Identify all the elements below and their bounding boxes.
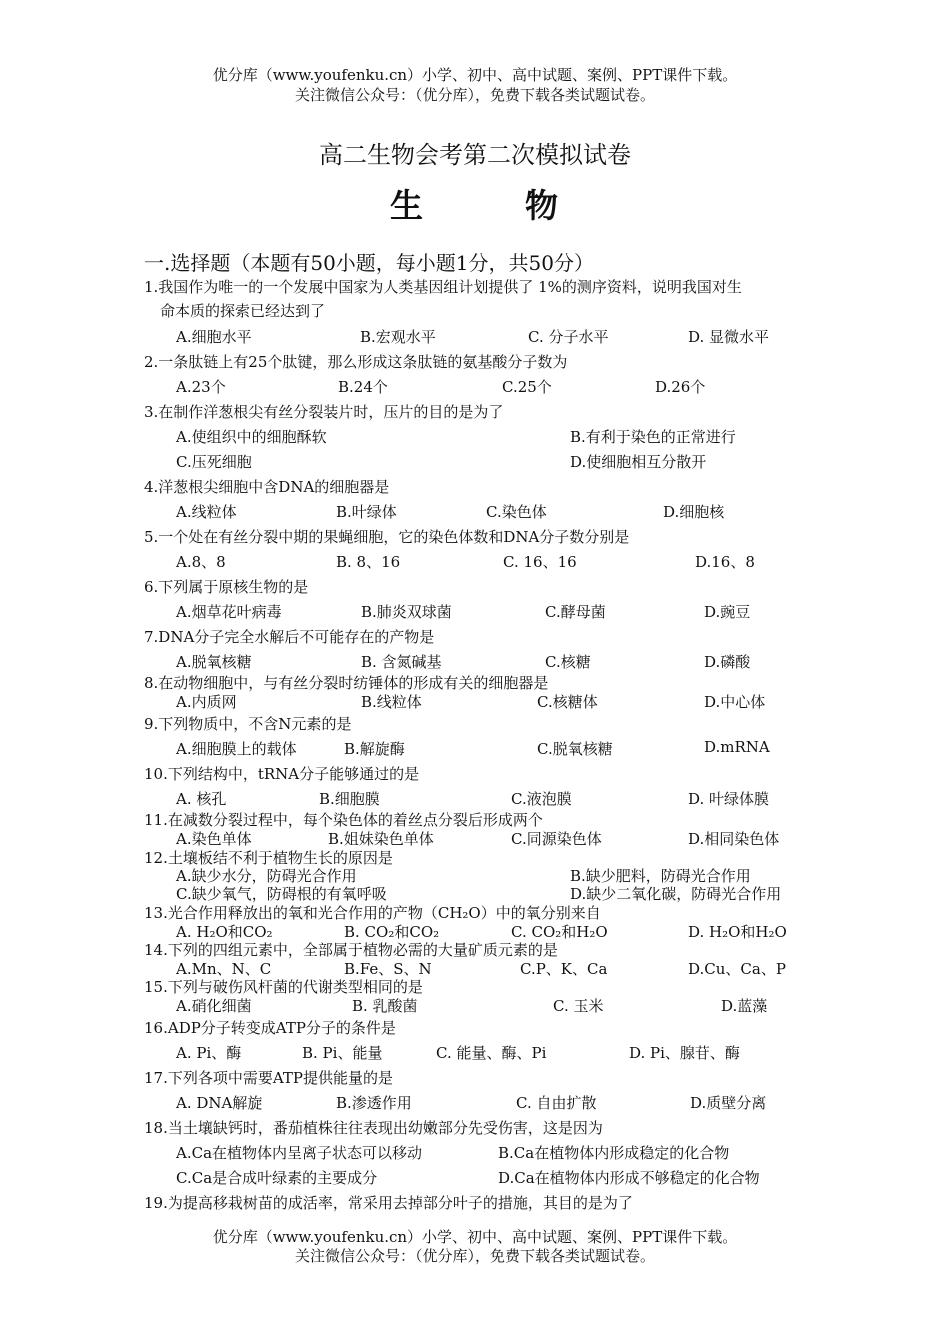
q11-option-d: D.相同染色体 [688, 830, 780, 848]
q9-option-d: D.mRNA [704, 738, 770, 756]
q11-option-a: A.染色单体 [176, 830, 252, 848]
q9-option-c: C.脱氧核糖 [537, 740, 613, 758]
q14-option-c: C.P、K、Ca [520, 960, 608, 978]
q1-option-d: D. 显微水平 [688, 328, 770, 346]
question-13: 13.光合作用释放出的氧和光合作用的产物（CH₂O）中的氧分别来自 [144, 904, 601, 922]
q5-option-c: C. 16、16 [503, 553, 577, 571]
question-12: 12.土壤板结不利于植物生长的原因是 [144, 849, 393, 867]
q8-option-a: A.内质网 [176, 693, 237, 711]
q17-option-b: B.渗透作用 [336, 1094, 412, 1112]
q10-option-c: C.液泡膜 [511, 790, 572, 808]
q7-option-c: C.核糖 [545, 653, 591, 671]
q15-option-a: A.硝化细菌 [176, 997, 252, 1015]
q13-option-a: A. H₂O和CO₂ [176, 923, 273, 941]
question-19: 19.为提高移栽树苗的成活率，常采用去掉部分叶子的措施，其目的是为了 [144, 1194, 633, 1212]
q12-option-d: D.缺少二氧化碳，防碍光合作用 [570, 885, 782, 903]
q2-option-d: D.26个 [655, 378, 706, 396]
section-title: 一.选择题（本题有50小题，每小题1分，共50分） [144, 251, 594, 275]
q11-option-c: C.同源染色体 [511, 830, 602, 848]
question-8: 8.在动物细胞中，与有丝分裂时纺锤体的形成有关的细胞器是 [144, 674, 549, 692]
q7-option-b: B. 含氮碱基 [361, 653, 442, 671]
q2-option-c: C.25个 [502, 378, 552, 396]
q6-option-c: C.酵母菌 [545, 603, 606, 621]
q16-option-a: A. Pi、酶 [176, 1044, 242, 1062]
exam-title: 高二生物会考第二次模拟试卷 [319, 141, 631, 169]
q8-option-c: C.核糖体 [537, 693, 598, 711]
question-10: 10.下列结构中，tRNA分子能够通过的是 [144, 765, 420, 783]
question-6: 6.下列属于原核生物的是 [144, 578, 309, 596]
q8-option-b: B.线粒体 [361, 693, 422, 711]
q14-option-d: D.Cu、Ca、P [688, 960, 786, 978]
q1-option-b: B.宏观水平 [360, 328, 436, 346]
question-1-cont: 命本质的探索已经达到了 [160, 302, 326, 320]
question-15: 15.下列与破伤风杆菌的代谢类型相同的是 [144, 978, 423, 996]
q2-option-b: B.24个 [338, 378, 388, 396]
q5-option-d: D.16、8 [695, 553, 755, 571]
question-1: 1.我国作为唯一的一个发展中国家为人类基因组计划提供了 1%的测序资料，说明我国对生 [144, 278, 742, 296]
q11-option-b: B.姐妹染色单体 [328, 830, 434, 848]
q4-option-b: B.叶绿体 [336, 503, 397, 521]
q12-option-a: A.缺少水分，防碍光合作用 [176, 867, 357, 885]
q2-option-a: A.23个 [176, 378, 226, 396]
question-18: 18.当土壤缺钙时，番茄植株往往表现出幼嫩部分先受伤害，这是因为 [144, 1119, 603, 1137]
q14-option-b: B.Fe、S、N [344, 960, 432, 978]
q4-option-a: A.线粒体 [176, 503, 237, 521]
q16-option-d: D. Pi、腺苷、酶 [629, 1044, 740, 1062]
q6-option-b: B.肺炎双球菌 [361, 603, 452, 621]
header-line-2: 关注微信公众号：（优分库），免费下载各类试题试卷。 [294, 86, 655, 104]
footer-line-2: 关注微信公众号：（优分库），免费下载各类试题试卷。 [294, 1247, 655, 1265]
q18-option-c: C.Ca是合成叶绿素的主要成分 [176, 1169, 378, 1187]
q17-option-c: C. 自由扩散 [516, 1094, 597, 1112]
q3-option-d: D.使细胞相互分散开 [570, 453, 707, 471]
q3-option-c: C.压死细胞 [176, 453, 252, 471]
q8-option-d: D.中心体 [704, 693, 766, 711]
q13-option-d: D. H₂O和H₂O [688, 923, 787, 941]
q9-option-a: A.细胞膜上的载体 [176, 740, 297, 758]
q5-option-a: A.8、8 [176, 553, 226, 571]
header-line-1: 优分库（www.youfenku.cn）小学、初中、高中试题、案例、PPT课件下载。 [212, 66, 738, 84]
q3-option-a: A.使组织中的细胞酥软 [176, 428, 327, 446]
q13-option-b: B. CO₂和CO₂ [344, 923, 440, 941]
question-2: 2.一条肽链上有25个肽键，那么形成这条肽链的氨基酸分子数为 [144, 353, 568, 371]
q6-option-d: D.豌豆 [704, 603, 751, 621]
q4-option-c: C.染色体 [486, 503, 547, 521]
q15-option-d: D.蓝藻 [721, 997, 768, 1015]
q18-option-b: B.Ca在植物体内形成稳定的化合物 [498, 1144, 730, 1162]
q6-option-a: A.烟草花叶病毒 [176, 603, 282, 621]
question-14: 14.下列的四组元素中，全部属于植物必需的大量矿质元素的是 [144, 941, 558, 959]
q16-option-c: C. 能量、酶、Pi [436, 1044, 547, 1062]
question-5: 5.一个处在有丝分裂中期的果蝇细胞，它的染色体数和DNA分子数分别是 [144, 528, 630, 546]
q14-option-a: A.Mn、N、C [176, 960, 272, 978]
q1-option-a: A.细胞水平 [176, 328, 252, 346]
question-3: 3.在制作洋葱根尖有丝分裂装片时，压片的目的是为了 [144, 403, 504, 421]
footer-line-1: 优分库（www.youfenku.cn）小学、初中、高中试题、案例、PPT课件下载。 [212, 1228, 738, 1246]
q10-option-a: A. 核孔 [176, 790, 227, 808]
q4-option-d: D.细胞核 [663, 503, 725, 521]
q7-option-a: A.脱氧核糖 [176, 653, 252, 671]
q13-option-c: C. CO₂和H₂O [511, 923, 608, 941]
question-4: 4.洋葱根尖细胞中含DNA的细胞器是 [144, 478, 390, 496]
question-17: 17.下列各项中需要ATP提供能量的是 [144, 1069, 393, 1087]
question-9: 9.下列物质中，不含N元素的是 [144, 715, 352, 733]
question-7: 7.DNA分子完全水解后不可能存在的产物是 [144, 628, 435, 646]
question-16: 16.ADP分子转变成ATP分子的条件是 [144, 1019, 396, 1037]
q5-option-b: B. 8、16 [336, 553, 401, 571]
q15-option-b: B. 乳酸菌 [352, 997, 418, 1015]
subject-char-1: 生 [390, 186, 425, 225]
q16-option-b: B. Pi、能量 [302, 1044, 383, 1062]
q1-option-c: C. 分子水平 [528, 328, 609, 346]
subject-title [0, 180, 950, 227]
q15-option-c: C. 玉米 [553, 997, 604, 1015]
q12-option-b: B.缺少肥料，防碍光合作用 [570, 867, 751, 885]
q3-option-b: B.有利于染色的正常进行 [570, 428, 736, 446]
q9-option-b: B.解旋酶 [344, 740, 405, 758]
q10-option-d: D. 叶绿体膜 [688, 790, 770, 808]
q7-option-d: D.磷酸 [704, 653, 751, 671]
q17-option-a: A. DNA解旋 [176, 1094, 263, 1112]
q17-option-d: D.质壁分离 [690, 1094, 767, 1112]
question-11: 11.在减数分裂过程中，每个染色体的着丝点分裂后形成两个 [144, 811, 543, 829]
q10-option-b: B.细胞膜 [319, 790, 380, 808]
q18-option-a: A.Ca在植物体内呈离子状态可以移动 [176, 1144, 423, 1162]
subject-char-2: 物 [525, 186, 560, 225]
q18-option-d: D.Ca在植物体内形成不够稳定的化合物 [498, 1169, 760, 1187]
q12-option-c: C.缺少氧气，防碍根的有氧呼吸 [176, 885, 387, 903]
